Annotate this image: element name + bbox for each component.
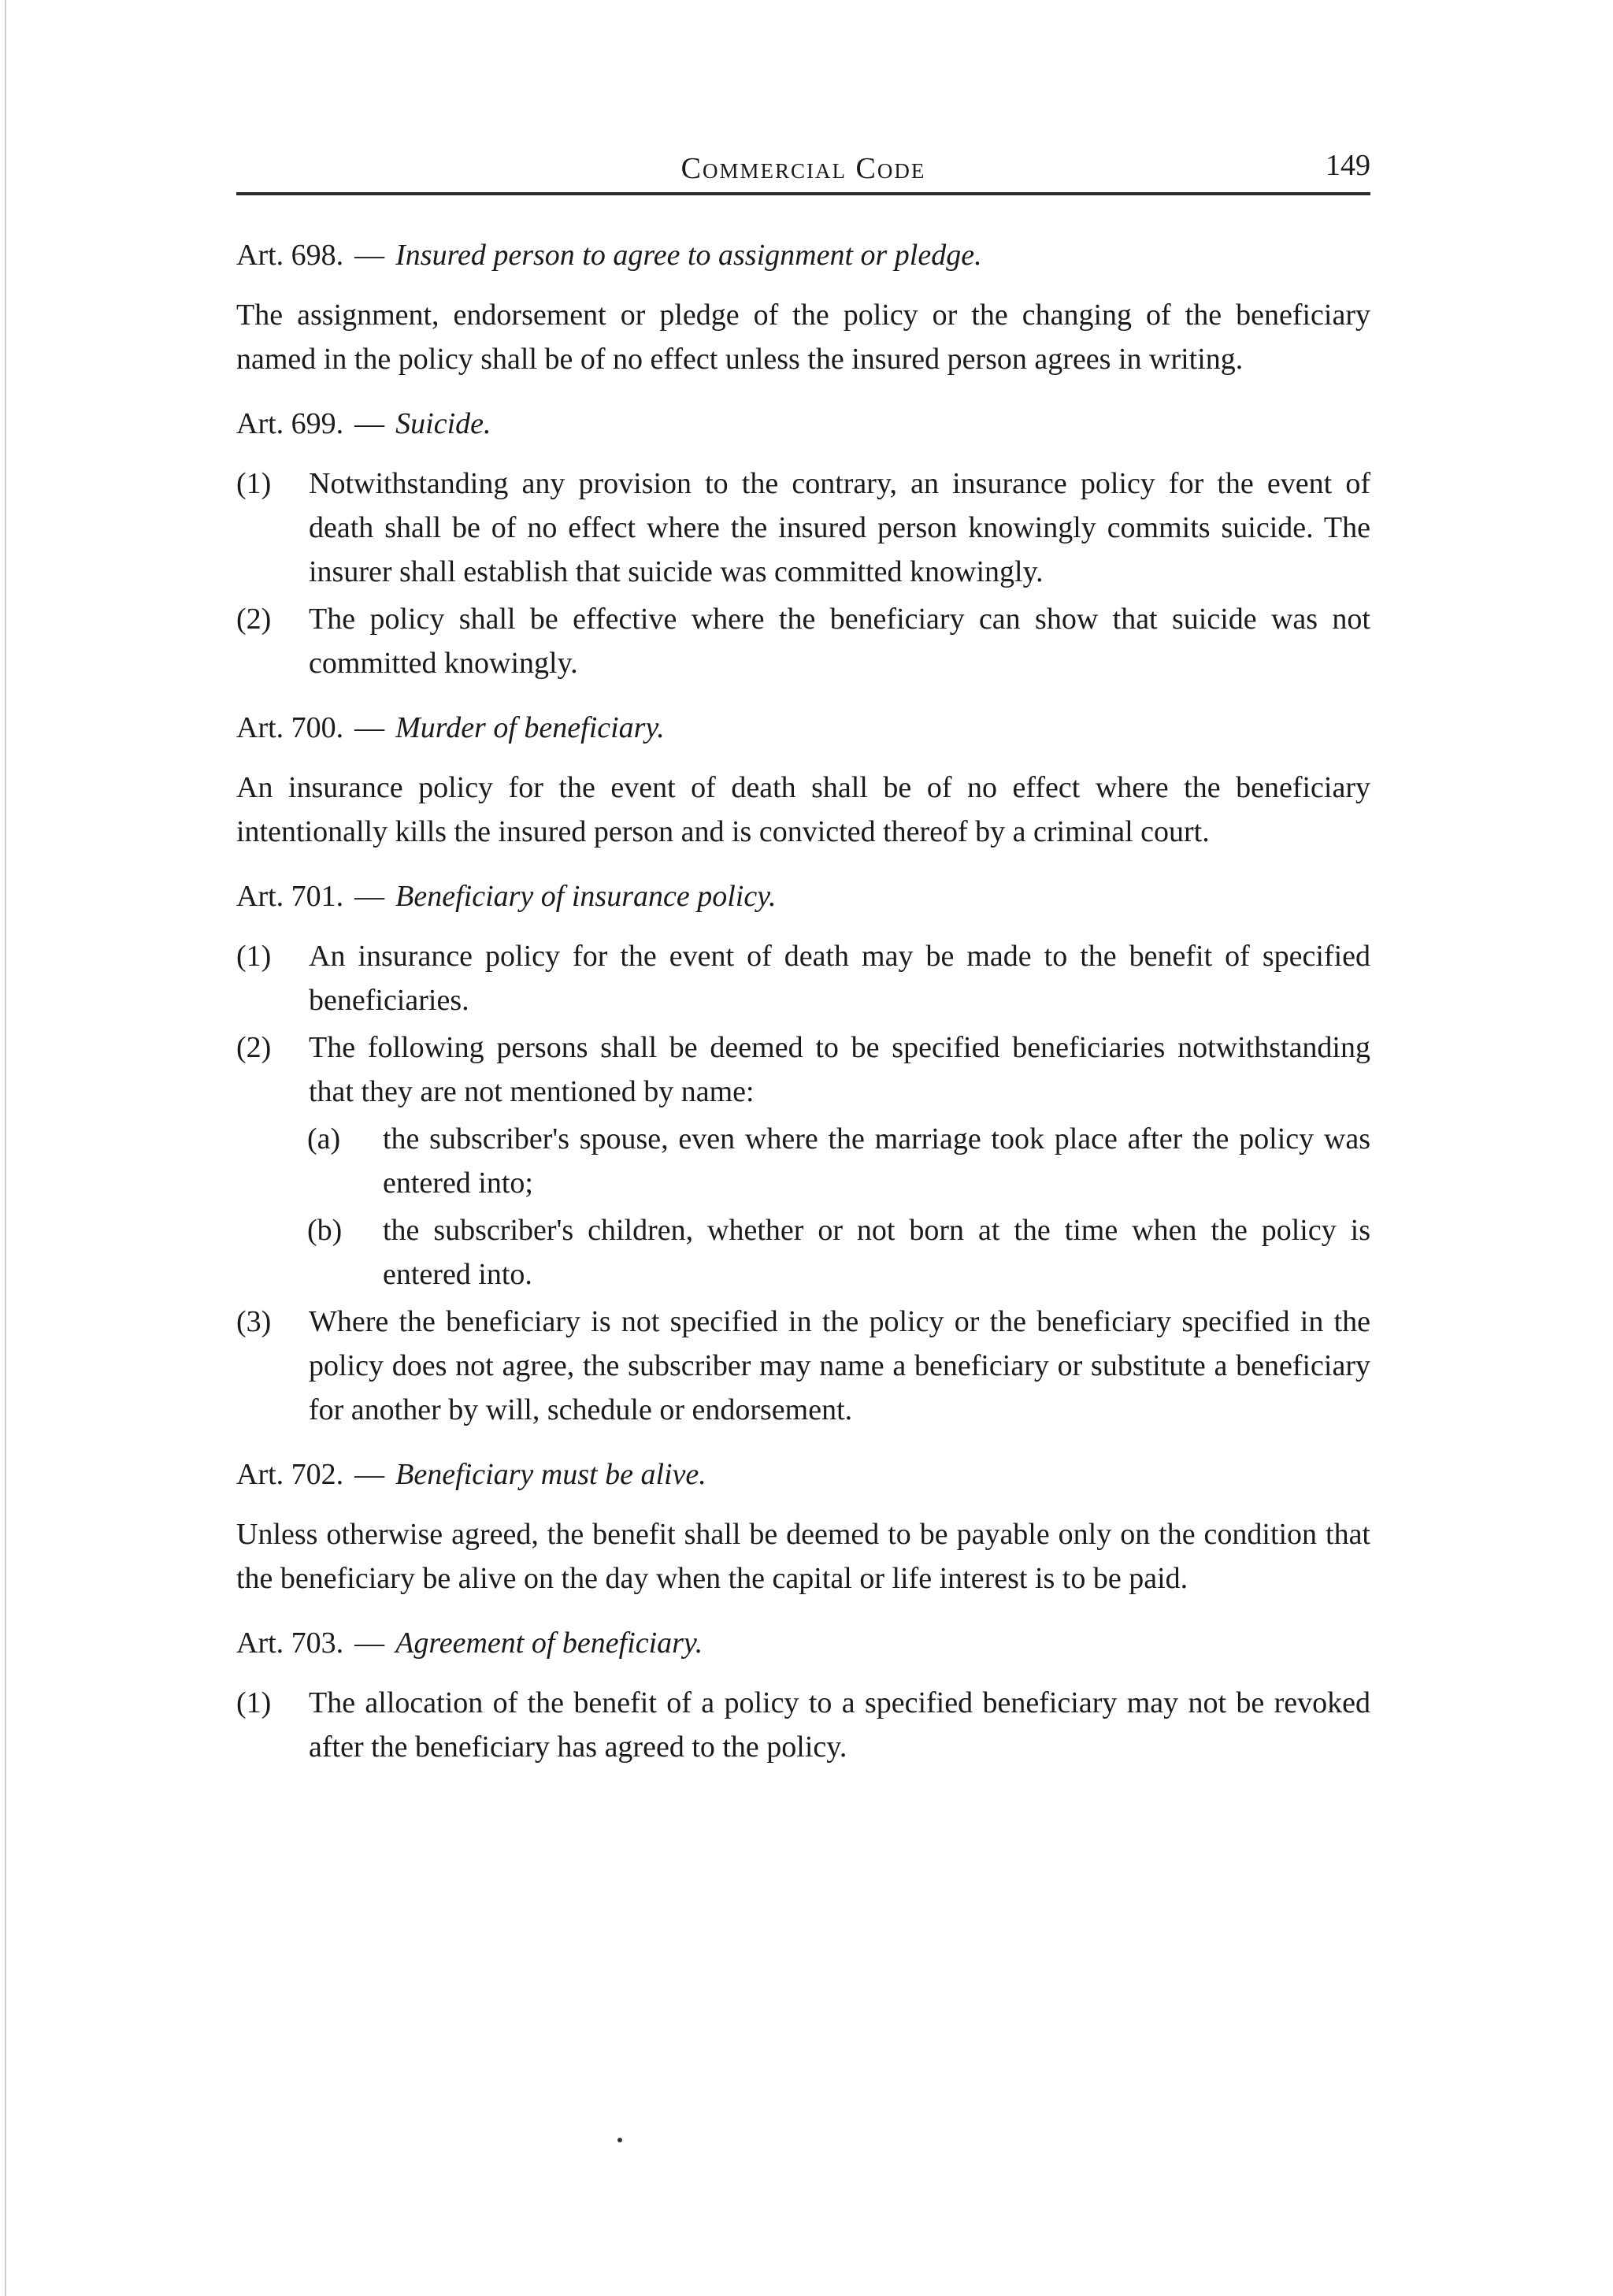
article-title: Suicide. (395, 407, 491, 440)
numbered-item (236, 462, 1370, 594)
article-number: Art. 703. (236, 1626, 344, 1660)
article-paragraph: Unless otherwise agreed, the benefit shall be deemed to be payable only on the condition that the beneficiary be alive on the day when the capital or life interest is to be paid. (236, 1518, 1370, 1595)
article-number: Art. 701. (236, 880, 344, 913)
article-698 (236, 233, 1370, 381)
item-marker: (1) (236, 467, 272, 500)
article-701 (236, 874, 1370, 1432)
header-rule (236, 192, 1370, 195)
lettered-item (307, 1117, 1370, 1205)
article-number: Art. 699. (236, 407, 344, 440)
article-699 (236, 402, 1370, 685)
item-marker: (2) (236, 1031, 272, 1064)
article-heading: Art. 702. — Beneficiary must be alive. (236, 1458, 706, 1491)
article-number: Art. 702. (236, 1458, 344, 1491)
item-marker: (1) (236, 940, 272, 973)
article-number: Art. 700. (236, 711, 344, 744)
numbered-item (236, 1300, 1370, 1432)
article-700 (236, 706, 1370, 854)
running-header (236, 140, 1370, 191)
article-number: Art. 698. (236, 239, 344, 272)
numbered-item (236, 1681, 1370, 1769)
item-text: the subscriber's spouse, even where the marriage took place after the policy was entered into; (383, 1122, 1370, 1200)
page-number: 149 (1326, 149, 1370, 182)
article-paragraph: The assignment, endorsement or pledge of the policy or the changing of the beneficiary named in the policy shall be of no effect unless the insured person agrees in writing. (236, 299, 1370, 376)
article-title: Insured person to agree to assignment or pledge. (395, 239, 982, 272)
numbered-item (236, 934, 1370, 1022)
item-text: The following persons shall be deemed to be specified beneficiaries notwithstanding that they are not mentioned by name: (309, 1031, 1370, 1108)
article-title: Beneficiary of insurance policy. (395, 880, 777, 913)
sub-item-list (307, 1117, 1370, 1296)
item-text: An insurance policy for the event of death may be made to the benefit of specified beneficiaries. (309, 940, 1370, 1017)
item-text: the subscriber's children, whether or not born at the time when the policy is entered into. (383, 1214, 1370, 1291)
article-703 (236, 1621, 1370, 1769)
item-marker: (a) (307, 1122, 341, 1155)
item-marker: (3) (236, 1305, 272, 1338)
item-marker: (2) (236, 603, 272, 636)
item-text: Notwithstanding any provision to the contrary, an insurance policy for the event of death shall be of no effect where the insured person knowingly commits suicide. The insurer shall establish that suicide was committed knowingly. (309, 467, 1370, 588)
article-heading: Art. 701. — Beneficiary of insurance policy. (236, 880, 777, 913)
article-title: Agreement of beneficiary. (395, 1626, 703, 1660)
header-title: Commercial Code (680, 152, 926, 185)
article-heading: Art. 699. — Suicide. (236, 407, 491, 440)
numbered-item (236, 1026, 1370, 1114)
ink-speck (617, 2138, 622, 2142)
article-heading: Art. 703. — Agreement of beneficiary. (236, 1626, 703, 1660)
article-paragraph: An insurance policy for the event of death shall be of no effect where the beneficiary intentionally kills the insured person and is convicted thereof by a criminal court. (236, 771, 1370, 848)
item-text: Where the beneficiary is not specified in the policy or the beneficiary specified in the policy does not agree, the subscriber may name a beneficiary or substitute a beneficiary for another by will, schedule or endorsement. (309, 1305, 1370, 1426)
lettered-item (307, 1208, 1370, 1296)
article-heading: Art. 700. — Murder of beneficiary. (236, 711, 665, 744)
article-title: Beneficiary must be alive. (395, 1458, 706, 1491)
article-702 (236, 1452, 1370, 1601)
document-body (236, 233, 1370, 1790)
article-title: Murder of beneficiary. (395, 711, 665, 744)
page-edge-line (5, 0, 6, 2296)
numbered-item (236, 597, 1370, 685)
item-text: The allocation of the benefit of a policy to a specified beneficiary may not be revoked after the beneficiary has agreed to the policy. (309, 1686, 1370, 1764)
article-heading: Art. 698. — Insured person to agree to assignment or pledge. (236, 239, 982, 272)
item-text: The policy shall be effective where the beneficiary can show that suicide was not committed knowingly. (309, 603, 1370, 680)
item-marker: (1) (236, 1686, 272, 1719)
item-marker: (b) (307, 1214, 343, 1247)
